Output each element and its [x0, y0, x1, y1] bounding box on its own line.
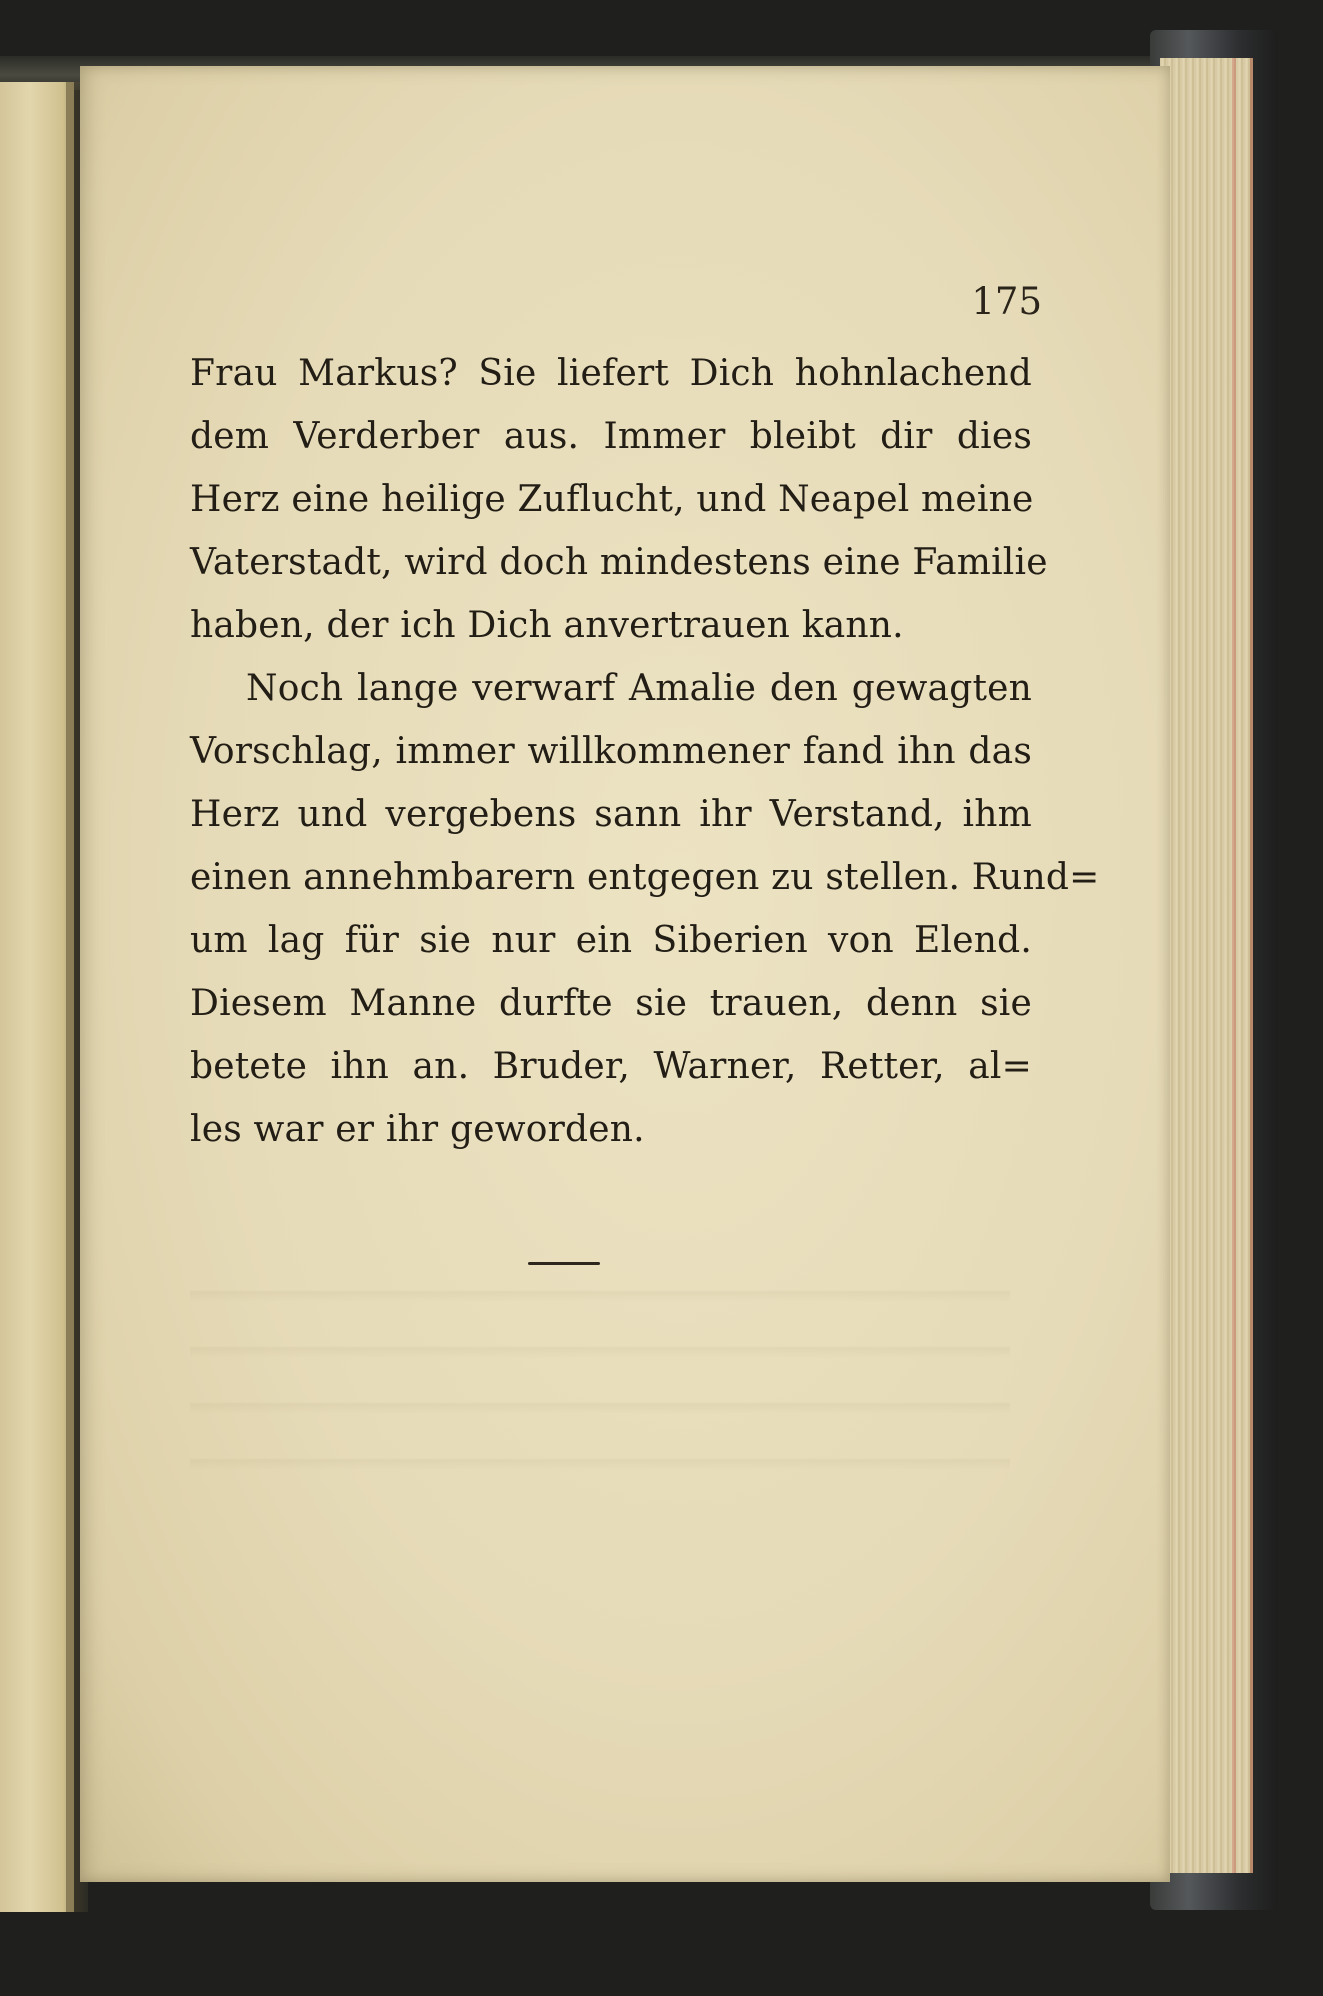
text-line: einen annehmbarern entgegen zu stellen. Rund=: [190, 857, 1100, 898]
facing-page-edge: [0, 82, 74, 1912]
page-stack-edge: [1160, 58, 1253, 1873]
text-line: um lag für sie nur ein Siberien von Elend.: [190, 920, 1032, 961]
text-line: les war er ihr geworden.: [190, 1109, 645, 1150]
book-page: [80, 66, 1170, 1882]
text-line: Frau Markus? Sie liefert Dich hohnlachend: [190, 353, 1032, 394]
text-line: Diesem Manne durfte sie trauen, denn sie: [190, 983, 1032, 1024]
text-line: Noch lange verwarf Amalie den gewagten: [246, 668, 1032, 709]
text-line: Vorschlag, immer willkommener fand ihn das: [190, 731, 1032, 772]
text-line: dem Verderber aus. Immer bleibt dir dies: [190, 416, 1032, 457]
page-number: 175: [971, 280, 1042, 323]
text-line: Herz eine heilige Zuflucht, und Neapel meine: [190, 479, 1034, 520]
show-through-text: [190, 1246, 1010, 1486]
body-text: [190, 342, 1100, 1161]
text-line: haben, der ich Dich anvertrauen kann.: [190, 605, 904, 646]
text-line: Herz und vergebens sann ihr Verstand, ihm: [190, 794, 1032, 835]
text-line: Vaterstadt, wird doch mindestens eine Familie: [190, 542, 1048, 583]
section-end-rule: [528, 1262, 600, 1265]
text-line: betete ihn an. Bruder, Warner, Retter, al=: [190, 1046, 1032, 1087]
